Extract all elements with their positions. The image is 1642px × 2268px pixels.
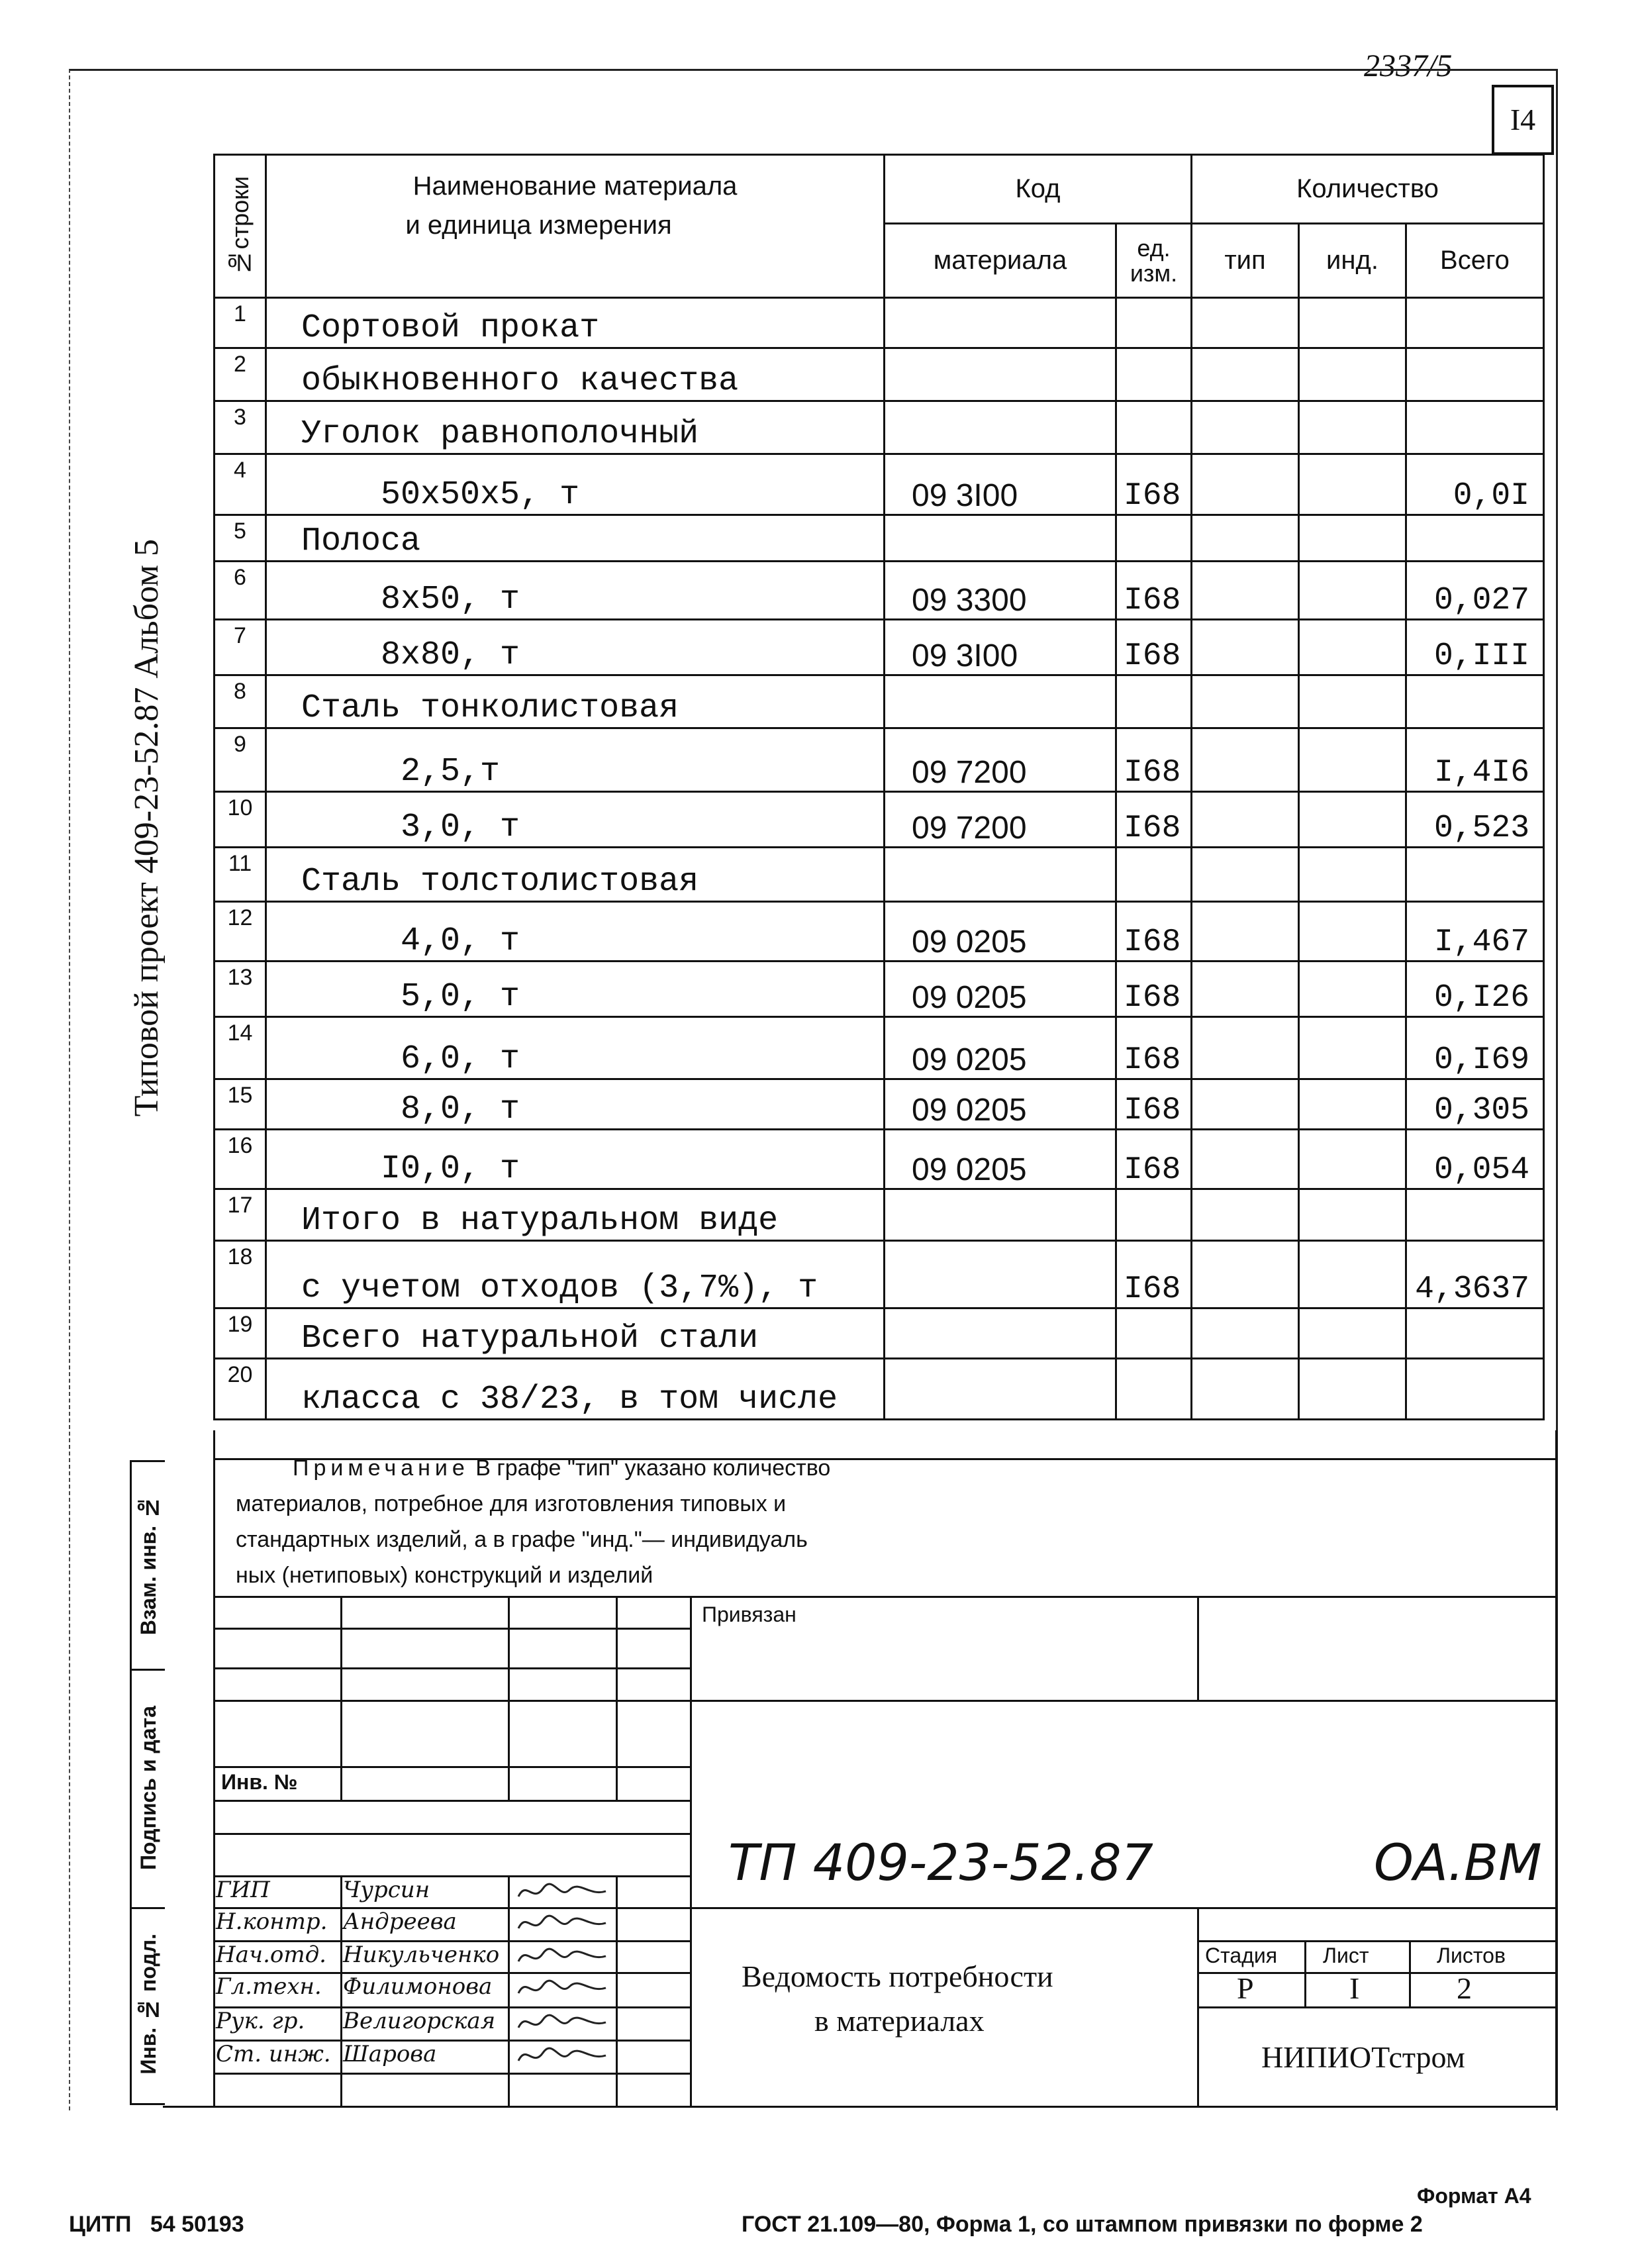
document-number: 2337/5: [1364, 48, 1453, 83]
table-row: [215, 792, 1544, 848]
table-row: [215, 298, 1544, 348]
material-name: 5,0, т: [266, 961, 885, 1017]
row-number: 4: [215, 454, 266, 515]
qty-total: [1406, 675, 1544, 728]
unit-code: [1116, 348, 1192, 401]
signature-scribble: [513, 1877, 612, 1907]
unit-code: I68: [1116, 728, 1192, 792]
qty-ind: [1299, 675, 1406, 728]
qty-type: [1192, 1359, 1299, 1420]
row-number: 3: [215, 401, 266, 454]
signature-name: Филимонова: [343, 1973, 493, 2000]
unit-code: I68: [1116, 454, 1192, 515]
side-cell-replace-inv: Взам. инв. №: [132, 1462, 165, 1671]
unit-code: [1116, 298, 1192, 348]
header-code-material: материала: [885, 224, 1116, 298]
unit-code: [1116, 848, 1192, 902]
material-code: [885, 1241, 1116, 1308]
signature-scribble: [513, 2041, 612, 2071]
sheet-value: I: [1349, 1971, 1360, 2005]
qty-type: [1192, 562, 1299, 620]
material-code: [885, 401, 1116, 454]
footer-left: ЦИТП 54 50193: [69, 2212, 244, 2237]
material-code: [885, 348, 1116, 401]
signature-name: Шарова: [343, 2041, 437, 2067]
table-row: [215, 1359, 1544, 1420]
material-code: 09 3I00: [885, 454, 1116, 515]
table-row: [215, 348, 1544, 401]
signature-role: Ст. инж.: [216, 2041, 331, 2067]
table-row: [215, 848, 1544, 902]
material-name: Сталь тонколистовая: [266, 675, 885, 728]
material-name: 8x80, т: [266, 620, 885, 675]
qty-type: [1192, 1017, 1299, 1079]
qty-type: [1192, 298, 1299, 348]
qty-ind: [1299, 1079, 1406, 1130]
note-line2: материалов, потребное для изготовления типовых и: [236, 1491, 787, 1516]
doc-title-line2: в материалах: [814, 2004, 985, 2038]
qty-total: I,4I6: [1406, 728, 1544, 792]
designation: ТП 409-23-52.87: [728, 1833, 1153, 1892]
qty-type: [1192, 1079, 1299, 1130]
qty-ind: [1299, 792, 1406, 848]
unit-code: I68: [1116, 1017, 1192, 1079]
material-code: 09 0205: [885, 1079, 1116, 1130]
qty-ind: [1299, 1017, 1406, 1079]
signature-role: Рук. гр.: [216, 2008, 305, 2034]
qty-type: [1192, 792, 1299, 848]
qty-total: 4,3637: [1406, 1241, 1544, 1308]
stage-value: Р: [1237, 1971, 1254, 2005]
note-line4: ных (нетиповых) конструкций и изделий: [236, 1563, 653, 1588]
sheets-value: 2: [1457, 1971, 1472, 2005]
table-row: [215, 515, 1544, 562]
qty-type: [1192, 1241, 1299, 1308]
table-row: [215, 620, 1544, 675]
row-number: 7: [215, 620, 266, 675]
qty-ind: [1299, 1359, 1406, 1420]
material-name: 8x50, т: [266, 562, 885, 620]
material-name: 2,5,т: [266, 728, 885, 792]
qty-ind: [1299, 902, 1406, 961]
row-number: 1: [215, 298, 266, 348]
side-title: [117, 477, 176, 1179]
material-code: 09 7200: [885, 728, 1116, 792]
material-code: 09 3I00: [885, 620, 1116, 675]
attached-label: Привязан: [702, 1602, 797, 1626]
side-cell-sign-date: Подпись и дата: [132, 1669, 165, 1909]
qty-ind: [1299, 298, 1406, 348]
qty-ind: [1299, 1130, 1406, 1189]
material-code: 09 0205: [885, 902, 1116, 961]
qty-ind: [1299, 454, 1406, 515]
qty-total: [1406, 848, 1544, 902]
unit-code: I68: [1116, 562, 1192, 620]
qty-type: [1192, 961, 1299, 1017]
row-number: 2: [215, 348, 266, 401]
row-number: 10: [215, 792, 266, 848]
qty-type: [1192, 1130, 1299, 1189]
qty-type: [1192, 1189, 1299, 1241]
unit-code: I68: [1116, 620, 1192, 675]
material-name: Уголок равнополочный: [266, 401, 885, 454]
table-row: [215, 902, 1544, 961]
qty-total: [1406, 348, 1544, 401]
material-code: [885, 848, 1116, 902]
side-strip: [130, 1460, 165, 2105]
row-number: 18: [215, 1241, 266, 1308]
note: [236, 1450, 1229, 1593]
material-code: [885, 675, 1116, 728]
row-number: 11: [215, 848, 266, 902]
material-code: 09 7200: [885, 792, 1116, 848]
qty-ind: [1299, 401, 1406, 454]
qty-total: 0,027: [1406, 562, 1544, 620]
material-code: 09 0205: [885, 961, 1116, 1017]
row-number: 14: [215, 1017, 266, 1079]
row-number: 20: [215, 1359, 266, 1420]
material-code: [885, 1359, 1116, 1420]
unit-code: [1116, 1308, 1192, 1359]
qty-total: 0,I69: [1406, 1017, 1544, 1079]
unit-code: [1116, 675, 1192, 728]
header-quantity: Количество: [1192, 155, 1544, 224]
qty-ind: [1299, 961, 1406, 1017]
unit-code: [1116, 1359, 1192, 1420]
material-name: класса с 38/23, в том числе: [266, 1359, 885, 1420]
qty-ind: [1299, 1241, 1406, 1308]
sheet-label: Лист: [1323, 1944, 1369, 1967]
header-qty-total: Всего: [1406, 224, 1544, 298]
note-label: Примечание: [293, 1455, 469, 1481]
footer-right: ГОСТ 21.109—80, Форма 1, со штампом привязки по форме 2: [742, 2212, 1423, 2237]
unit-code: I68: [1116, 792, 1192, 848]
header-qty-type: тип: [1192, 224, 1299, 298]
material-name: 6,0, т: [266, 1017, 885, 1079]
header-code: Код: [885, 155, 1192, 224]
qty-type: [1192, 401, 1299, 454]
material-name: Сталь толстолистовая: [266, 848, 885, 902]
row-number: 16: [215, 1130, 266, 1189]
row-number: 19: [215, 1308, 266, 1359]
table-row: [215, 1079, 1544, 1130]
material-code: [885, 1189, 1116, 1241]
qty-total: 0,I26: [1406, 961, 1544, 1017]
row-number: 17: [215, 1189, 266, 1241]
qty-type: [1192, 848, 1299, 902]
material-code: 09 3300: [885, 562, 1116, 620]
table-row: [215, 961, 1544, 1017]
material-name: Итого в натуральном виде: [266, 1189, 885, 1241]
stage-label: Стадия: [1205, 1944, 1278, 1967]
qty-total: [1406, 298, 1544, 348]
signature-name: Чурсин: [343, 1877, 430, 1903]
designation-code: ОА.ВМ: [1374, 1833, 1542, 1892]
qty-total: [1406, 401, 1544, 454]
unit-code: [1116, 515, 1192, 562]
qty-total: 0,054: [1406, 1130, 1544, 1189]
format-label: Формат А4: [1417, 2184, 1531, 2208]
row-number: 15: [215, 1079, 266, 1130]
qty-type: [1192, 348, 1299, 401]
unit-code: [1116, 401, 1192, 454]
material-name: с учетом отходов (3,7%), т: [266, 1241, 885, 1308]
row-number: 12: [215, 902, 266, 961]
material-name: I0,0, т: [266, 1130, 885, 1189]
signature-name: Никульченко: [343, 1942, 500, 1968]
unit-code: I68: [1116, 961, 1192, 1017]
header-qty-ind: инд.: [1299, 224, 1406, 298]
materials-table: [213, 154, 1545, 1420]
material-code: [885, 298, 1116, 348]
note-line1: В графе "тип" указано количество: [469, 1455, 831, 1481]
qty-total: 0,305: [1406, 1079, 1544, 1130]
qty-type: [1192, 620, 1299, 675]
side-title-text: Типовой проект 409-23-52.87 Альбом 5: [127, 538, 166, 1117]
row-number: 13: [215, 961, 266, 1017]
material-name: Всего натуральной стали: [266, 1308, 885, 1359]
unit-code: I68: [1116, 1130, 1192, 1189]
table-row: [215, 401, 1544, 454]
qty-total: [1406, 1189, 1544, 1241]
qty-total: [1406, 515, 1544, 562]
unit-code: I68: [1116, 1079, 1192, 1130]
signature-role: Н.контр.: [216, 1908, 328, 1935]
unit-code: I68: [1116, 902, 1192, 961]
qty-ind: [1299, 562, 1406, 620]
signature-name: Велигорская: [343, 2008, 496, 2034]
material-name: обыкновенного качества: [266, 348, 885, 401]
qty-ind: [1299, 348, 1406, 401]
signature-role: ГИП: [216, 1877, 270, 1903]
note-line3: стандартных изделий, а в графе "инд."— индивидуаль: [236, 1527, 808, 1552]
header-row-no: №строки: [215, 155, 266, 298]
row-number: 5: [215, 515, 266, 562]
sheet-number-box: I4: [1492, 85, 1554, 155]
doc-title-line1: Ведомость потребности: [742, 1959, 1053, 1993]
unit-code: [1116, 1189, 1192, 1241]
qty-total: 0,523: [1406, 792, 1544, 848]
material-name: 3,0, т: [266, 792, 885, 848]
table-row: [215, 1241, 1544, 1308]
table-row: [215, 562, 1544, 620]
qty-ind: [1299, 620, 1406, 675]
material-name: 8,0, т: [266, 1079, 885, 1130]
signature-scribble: [513, 1942, 612, 1972]
qty-ind: [1299, 728, 1406, 792]
organization: НИПИОТстром: [1261, 2040, 1465, 2074]
qty-total: 0,0I: [1406, 454, 1544, 515]
material-code: [885, 515, 1116, 562]
material-name: 4,0, т: [266, 902, 885, 961]
row-number: 8: [215, 675, 266, 728]
material-name: Сортовой прокат: [266, 298, 885, 348]
signature-role: Нач.отд.: [216, 1942, 326, 1968]
qty-total: 0,III: [1406, 620, 1544, 675]
qty-ind: [1299, 515, 1406, 562]
signature-name: Андреева: [343, 1908, 457, 1935]
qty-total: I,467: [1406, 902, 1544, 961]
qty-type: [1192, 728, 1299, 792]
table-row: [215, 1130, 1544, 1189]
signature-scribble: [513, 2008, 612, 2038]
inv-no-label: Инв. №: [221, 1770, 298, 1794]
qty-type: [1192, 1308, 1299, 1359]
table-row: [215, 1308, 1544, 1359]
table-row: [215, 1189, 1544, 1241]
row-number: 6: [215, 562, 266, 620]
unit-code: I68: [1116, 1241, 1192, 1308]
qty-ind: [1299, 1308, 1406, 1359]
table-row: [215, 1017, 1544, 1079]
table-row: [215, 454, 1544, 515]
table-row: [215, 675, 1544, 728]
sheets-label: Листов: [1437, 1944, 1506, 1967]
qty-total: [1406, 1308, 1544, 1359]
signature-scribble: [513, 1908, 612, 1939]
material-code: 09 0205: [885, 1017, 1116, 1079]
row-number: 9: [215, 728, 266, 792]
table-row: [215, 728, 1544, 792]
signature-role: Гл.техн.: [216, 1973, 322, 2000]
qty-ind: [1299, 848, 1406, 902]
material-name: Полоса: [266, 515, 885, 562]
header-code-unit: ед. изм.: [1116, 224, 1192, 298]
material-name: 50x50x5, т: [266, 454, 885, 515]
qty-total: [1406, 1359, 1544, 1420]
header-name: Наименование материала и единица измерения: [266, 155, 885, 298]
qty-type: [1192, 675, 1299, 728]
signature-scribble: [513, 1973, 612, 2004]
qty-type: [1192, 454, 1299, 515]
material-code: 09 0205: [885, 1130, 1116, 1189]
material-code: [885, 1308, 1116, 1359]
qty-type: [1192, 902, 1299, 961]
qty-ind: [1299, 1189, 1406, 1241]
side-cell-orig-inv: Инв. № подл.: [136, 1934, 160, 2075]
qty-type: [1192, 515, 1299, 562]
